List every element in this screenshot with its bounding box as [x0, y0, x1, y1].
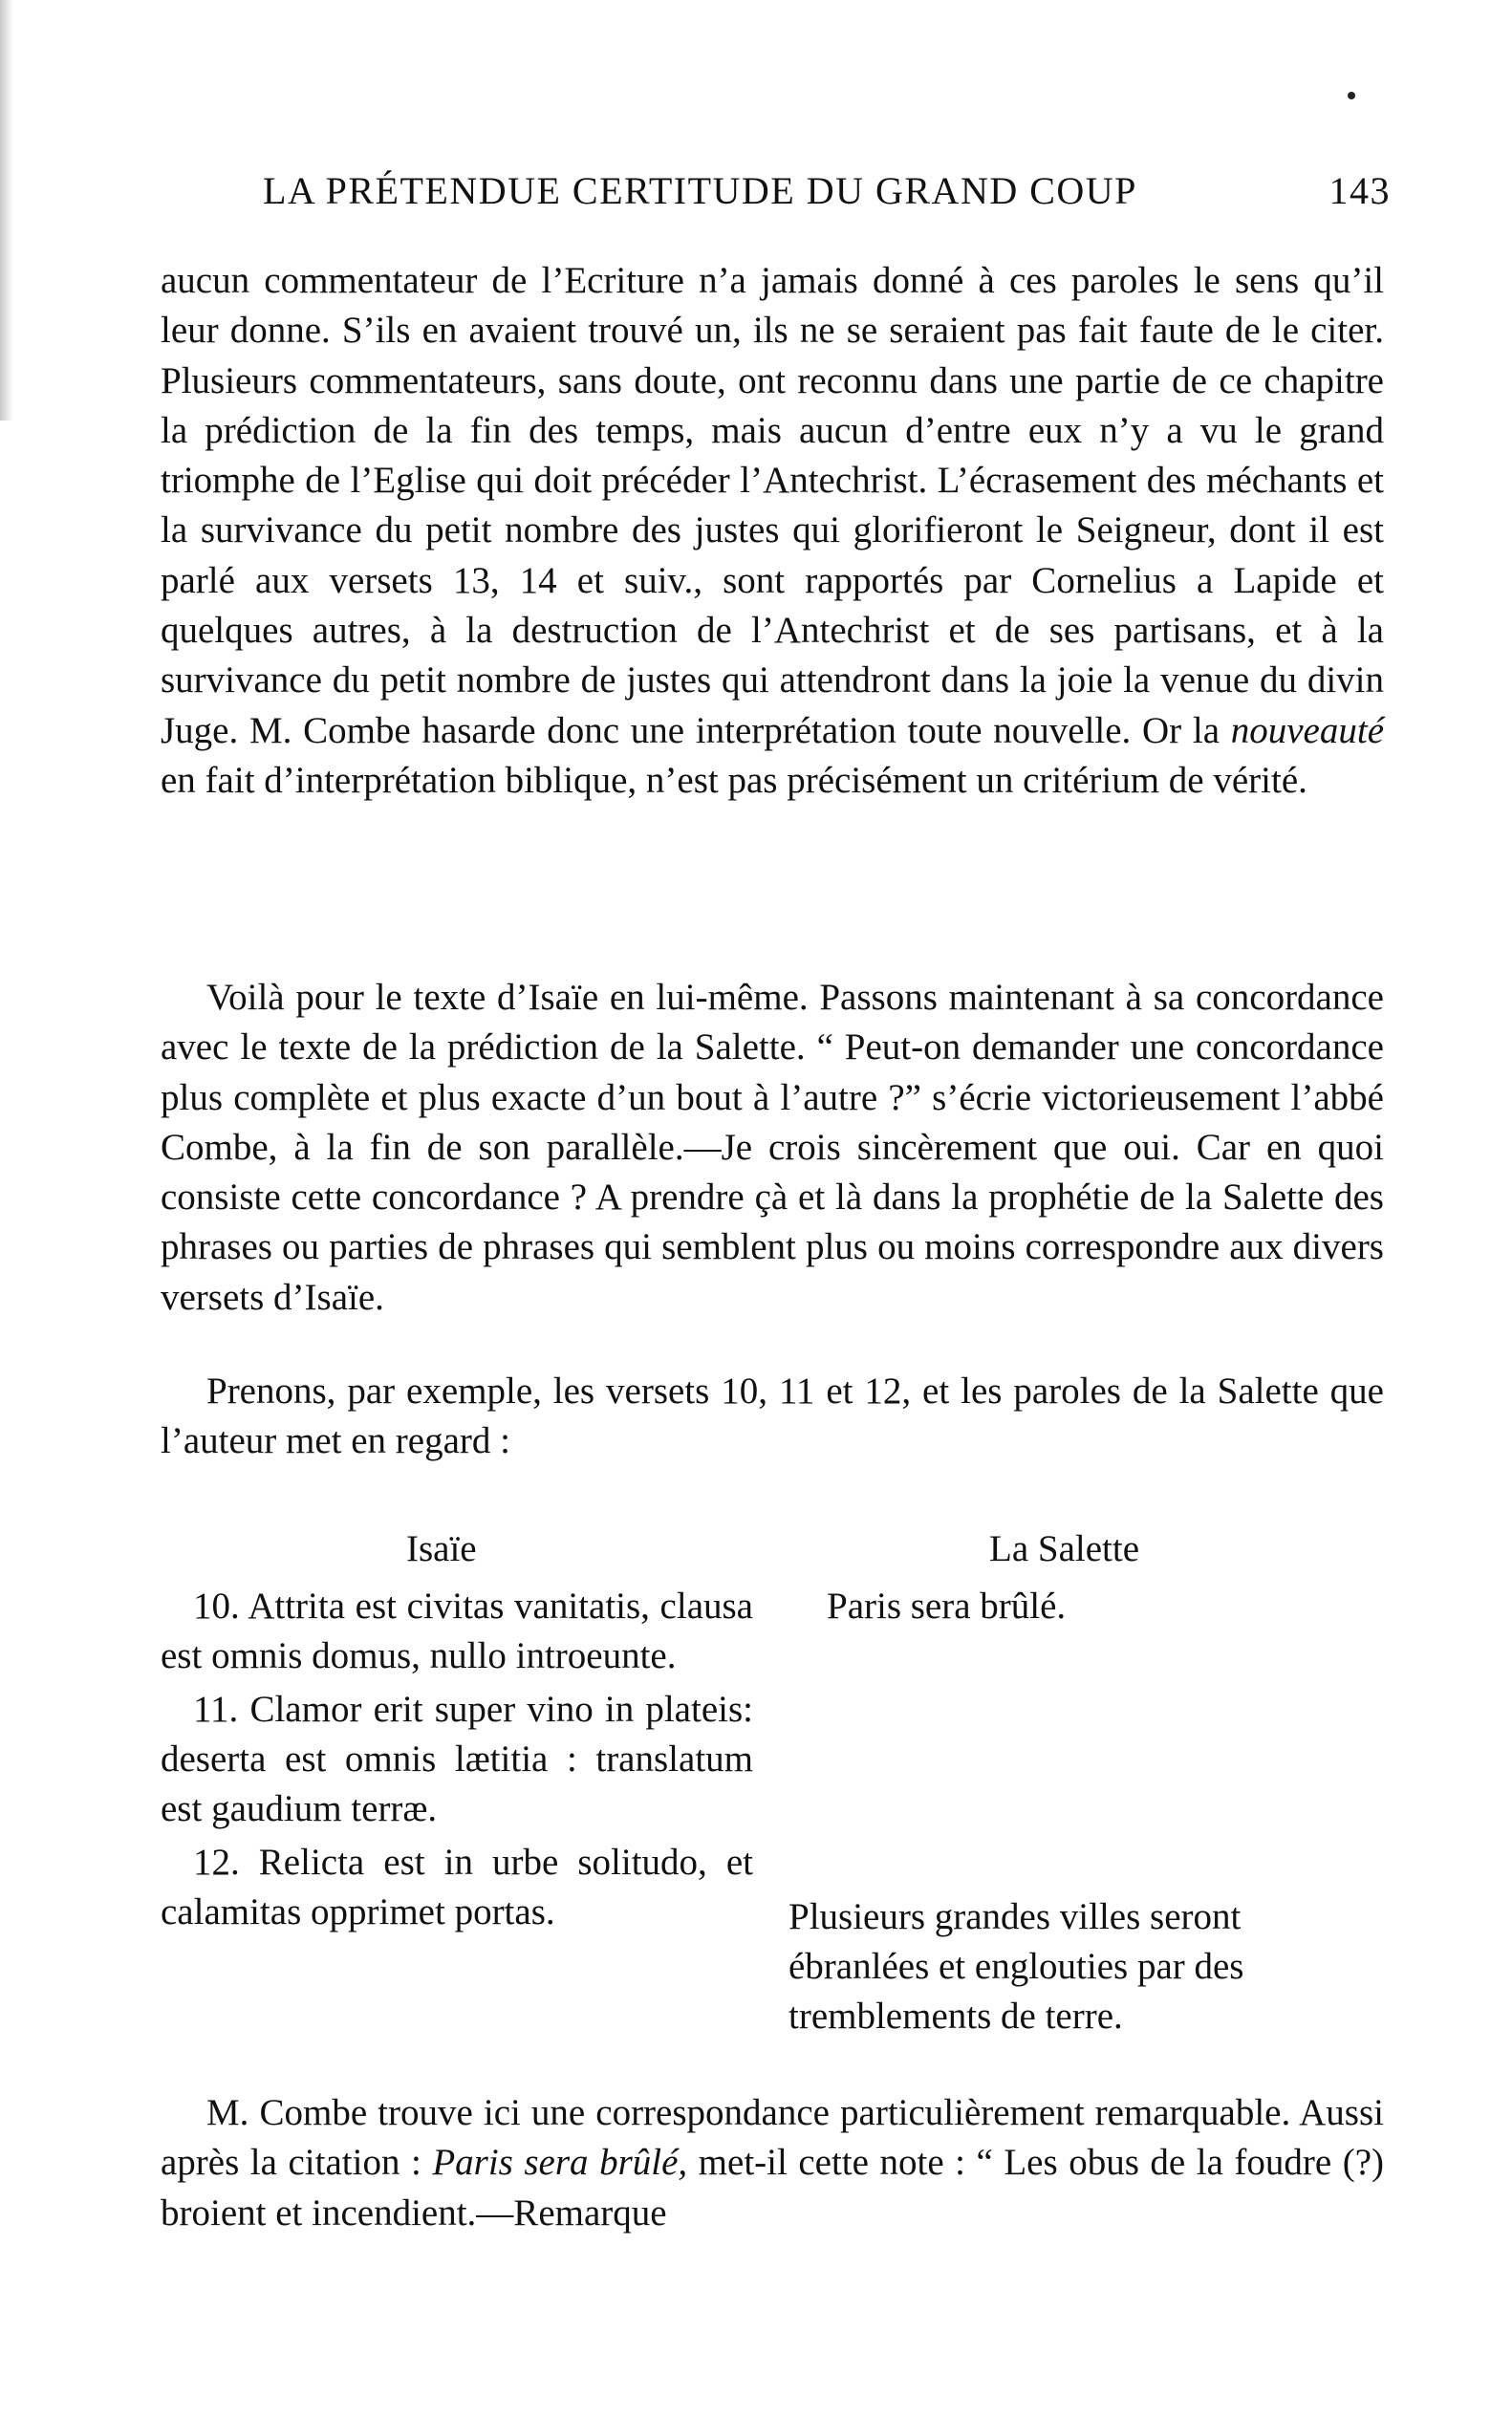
italic-word-nouveaute: nouveauté	[1230, 709, 1384, 751]
salette-line-villes: Plusieurs grandes villes seront ébranlées et englouties par des tremblements de terre.	[788, 1896, 1244, 2037]
paragraph-2: Voilà pour le texte d’Isaïe en lui-même. Passons maintenant à sa concordance avec le texte de la prédiction de la Salette. “ Peut-on demander une concordance plus complète et plus exacte d’un bout à l’autre ?” s’écrie victorieusement l’abbé Combe, à la fin de son parallèle.—Je crois sincèrement que oui. Car en quoi consiste cette concordance ? A prendre çà et là dans la prophétie de la Salette des phrases ou parties de phrases qui semblent plus ou moins correspondre aux divers versets d’Isaïe.	[161, 977, 1384, 1318]
isaie-verse-10: 10. Attrita est civitas vanitatis, clausa est omnis domus, nullo introeunte.	[161, 1586, 753, 1676]
ink-speck	[1348, 92, 1355, 99]
page-binding-edge	[0, 0, 13, 421]
paragraph-1-text: aucun commentateur de l’Ecriture n’a jamais donné à ces paroles le sens qu’il leur donne. S’ils en avaient trouvé un, ils ne se seraient pas fait faute de le citer. Plusieurs commentateurs, sans doute, ont reconnu dans une partie de ce chapitre la prédiction de la fin des temps, mais aucun d’entre eux n’y a vu le grand triomphe de l’Eglise qui doit précéder l’Antechrist. L’écrasement des méchants et la survivance du petit nombre des justes qui glorifieront le Seigneur, dont il est parlé aux versets 13, 14 et suiv., sont rapportés par Cornelius a Lapide et quelques autres, à la destruction de l’Antechrist et de ses partisans, et à la survivance du petit nombre de justes qui attendront dans la joie la venue du divin Juge. M. Combe hasarde donc une interprétation toute nouvelle. Or la	[161, 260, 1384, 751]
paragraph-4-text: M. Combe trouve ici une correspondance particulièrement remarquable. Aussi après la citation :	[161, 2092, 1384, 2184]
paragraph-4-text-end: met-il cette note : “ Les obus de la foudre (?) broient et incendient.—Remarque	[161, 2142, 1385, 2234]
running-title: LA PRÉTENDUE CERTITUDE DU GRAND COUP	[263, 169, 1137, 212]
salette-column-heading: La Salette	[989, 1528, 1140, 1569]
paragraph-1-text-end: en fait d’interprétation biblique, n’est pas précisément un critérium de vérité.	[161, 759, 1307, 801]
salette-line-paris: Paris sera brûlé.	[827, 1586, 1067, 1627]
paragraph-1	[161, 256, 1384, 806]
isaie-verse-12: 12. Relicta est in urbe solitudo, et calamitas opprimet portas.	[161, 1842, 753, 1932]
paragraph-4	[161, 2088, 1384, 2238]
italic-quote-paris: Paris sera brûlé,	[432, 2142, 688, 2184]
isaie-verse-11: 11. Clamor erit super vino in plateis: deserta est omnis lætitia : translatum est gaudium terræ.	[161, 1689, 753, 1829]
paragraph-3: Prenons, par exemple, les versets 10, 11 et 12, et les paroles de la Salette que l’auteur met en regard :	[161, 1371, 1384, 1462]
isaie-column	[161, 1582, 753, 1941]
page-number: 143	[1328, 169, 1391, 212]
isaie-column-heading: Isaïe	[406, 1528, 477, 1569]
